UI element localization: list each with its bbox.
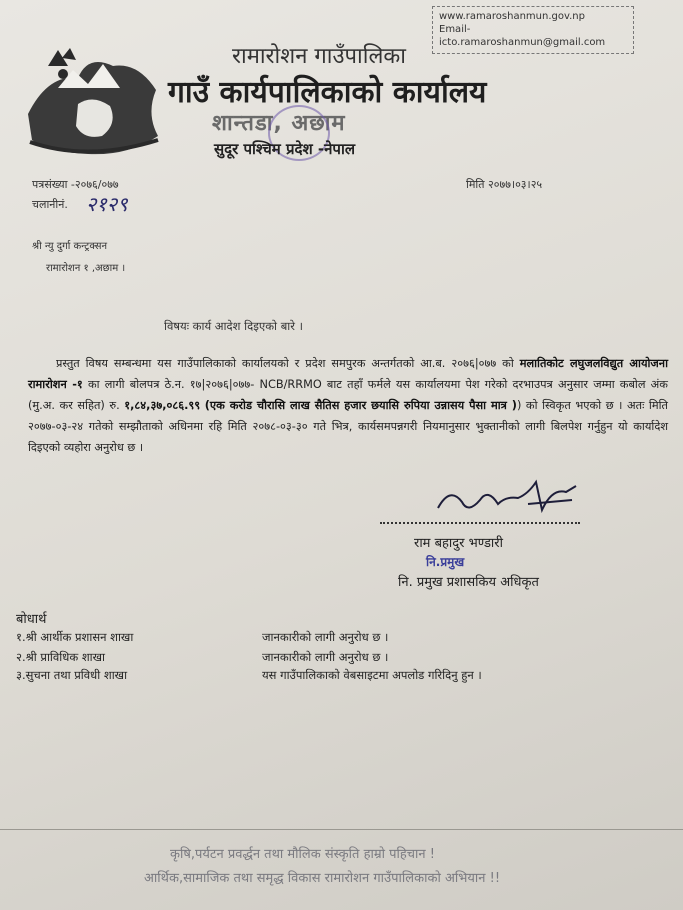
dispatch-number: २१२९ xyxy=(86,192,128,216)
body-part-3: यस कार्यालयमा पेश गरेको दरभाउपत्र अनुसार जम्मा कबोल अंक (मु.अ. कर सहित) रु. xyxy=(28,378,668,412)
website-text: www.ramaroshanmun.gov.np xyxy=(439,11,585,22)
reference-number: पत्रसंख्या -२०७६/०७७ xyxy=(32,178,119,191)
cc-item-1: १.श्री आर्थीक प्रशासन शाखा xyxy=(16,630,134,644)
recipient-address: रामारोशन १ ,अछाम । xyxy=(46,263,126,274)
cc-item-2: २.श्री प्राविधिक शाखा xyxy=(16,650,106,664)
office-location: शान्तडा, अछाम xyxy=(212,111,346,136)
signatory-title: नि. प्रमुख प्रशासकिय अधिकृत xyxy=(398,575,539,590)
project-name: मलातिकोट लघुजलविद्युत आयोजना xyxy=(519,357,668,370)
signature-line xyxy=(380,522,580,524)
footer-slogan-2: आर्थिक,सामाजिक तथा समृद्ध विकास रामारोशन गाउँपालिकाको अभियान !! xyxy=(144,871,501,886)
contract-amount: १,८४,३७,०८६.९९ xyxy=(124,399,201,412)
dispatch-label: चलानीनं. xyxy=(32,198,68,211)
cc-item-3: ३.सुचना तथा प्रविधी शाखा xyxy=(16,668,128,682)
body-part-1: प्रस्तुत विषय सम्बन्धमा यस गाउँपालिकाको कार्यालयको र प्रदेश समपुरक अन्तर्गतको आ.ब. २०७६|०७७ को xyxy=(56,357,514,370)
nepal-emblem-logo xyxy=(18,44,168,162)
signatory-stamp: नि.प्रमुख xyxy=(426,555,465,569)
signatory-name: राम बहादुर भण्डारी xyxy=(414,536,503,551)
email-text: icto.ramaroshanmun@gmail.com xyxy=(439,37,606,48)
cc-heading: बोधार्थ xyxy=(16,612,47,627)
cc-note-2: जानकारीको लागी अनुरोध छ । xyxy=(262,650,389,664)
municipality-name: रामारोशन गाउँपालिका xyxy=(232,44,406,69)
office-title: गाउँ कार्यपालिकाको कार्यालय xyxy=(168,75,487,110)
footer-divider xyxy=(0,829,683,830)
cc-note-1: जानकारीको लागी अनुरोध छ । xyxy=(262,630,389,644)
body-part-4: ) को स्विकृत भएको छ । अतः मिति २०७७-०३-२४ गतेको सम्झौताको अधिनमा रहि मिति २०७८-०३-३० गते भित्र, कार्यसमपन्नगरी नियमानुसार भुक्तानीको लागी बिलपेश गर्नुहुन यो कार्यादेश दिइएको व्यहोरा अनुरोध छ । xyxy=(28,399,668,454)
subject-line: विषयः कार्य आदेश दिइएको बारे । xyxy=(164,319,303,333)
body-part-2: का लागी बोलपत्र ठे.न. १७|२०७६|०७७- NCB/RRMO बाट तहाँ फर्मले xyxy=(87,378,391,391)
email-label: Email- xyxy=(439,24,471,35)
signature xyxy=(432,474,582,522)
cc-note-3: यस गाउँपालिकाको वेबसाइटमा अपलोड गरिदिनु हुन । xyxy=(262,668,482,682)
province-name: सुदूर पश्चिम प्रदेश -नेपाल xyxy=(214,140,356,158)
letter-date: मिति २०७७।०३।२५ xyxy=(466,178,543,191)
contact-box xyxy=(432,6,634,54)
amount-in-words: (एक करोड चौरासि लाख सैतिस हजार छयासि रुपिया उन्नासय पैसा मात्र ) xyxy=(204,399,517,412)
footer-slogan-1: कृषि,पर्यटन प्रवर्द्धन तथा मौलिक संस्कृति हाम्रो पहिचान ! xyxy=(170,847,435,862)
project-location: रामारोशन -१ xyxy=(28,378,83,391)
recipient-name: श्री न्यु दुर्गा कन्ट्रक्सन xyxy=(32,241,108,252)
letter-body xyxy=(28,353,668,458)
